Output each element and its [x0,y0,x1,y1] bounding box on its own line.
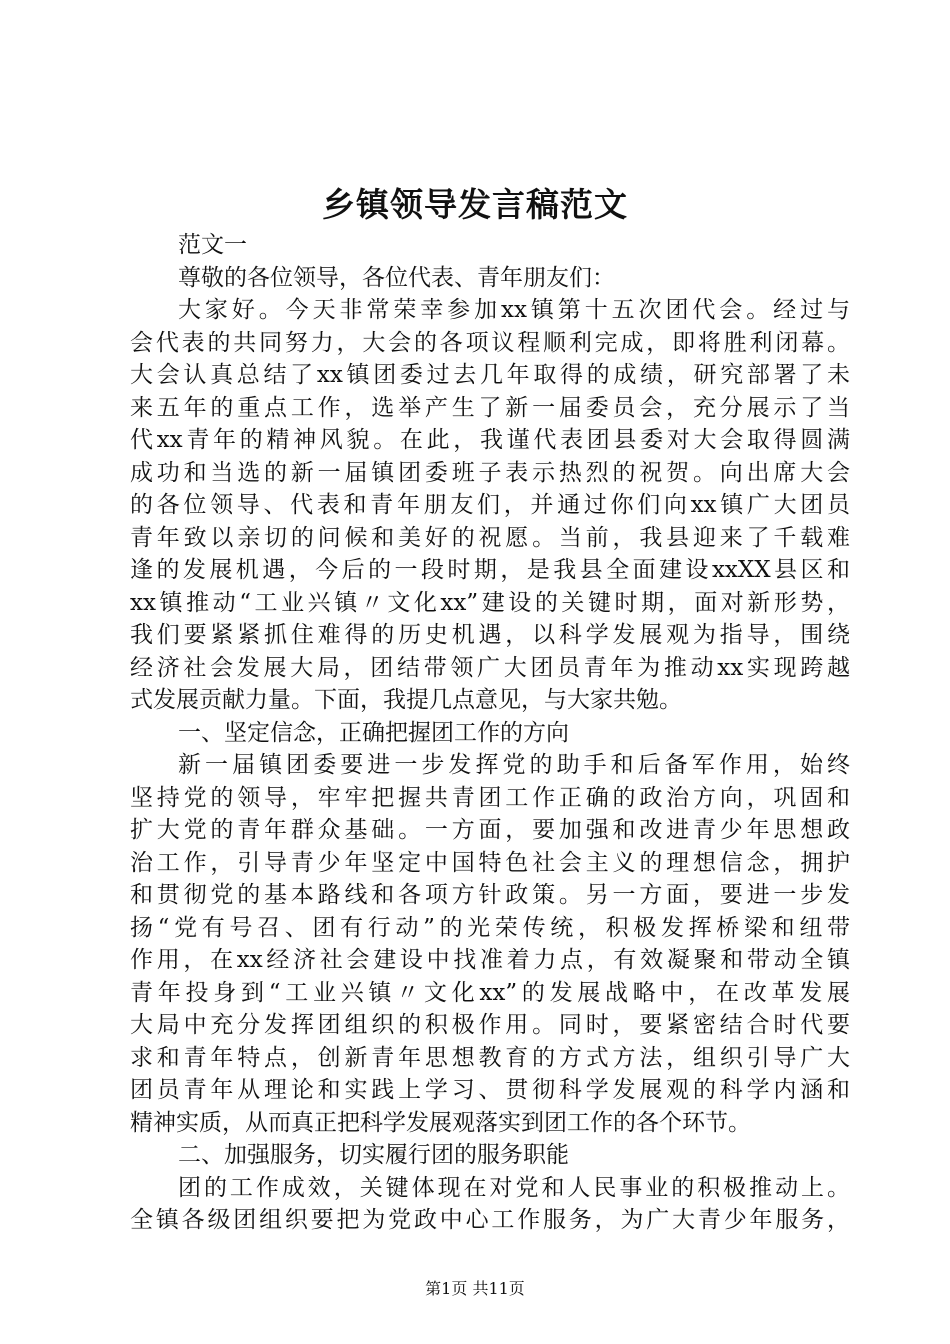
paragraph-line: 我们要紧紧抓住难得的历史机遇，以科学发展观为指导，围绕 [130,622,850,648]
section-heading: 一、坚定信念，正确把握团工作的方向 [178,719,569,746]
paragraph-line: 成功和当选的新一届镇团委班子表示热烈的祝贺。向出席大会 [130,459,850,486]
paragraph-line: 扩大党的青年群众基础。一方面，要加强和改进青少年思想政 [130,817,850,843]
paragraph-line: 团的工作成效，关键体现在对党和人民事业的积极推动上。 [178,1174,850,1201]
section-label: 范文一 [178,232,247,258]
paragraph-line: 精神实质，从而真正把科学发展观落实到团工作的各个环节。 [130,1109,751,1136]
document-title: 乡镇领导发言稿范文 [322,185,628,224]
paragraph-line: 大局中充分发挥团组织的积极作用。同时，要紧密结合时代要 [130,1012,850,1038]
document-body [130,229,850,1237]
paragraph-line: 来五年的重点工作，选举产生了新一届委员会，充分展示了当 [130,394,850,421]
paragraph-line: 和贯彻党的基本路线和各项方针政策。另一方面，要进一步发 [130,882,850,908]
paragraph-line: 大会认真总结了xx镇团委过去几年取得的成绩，研究部署了未 [130,362,850,388]
paragraph-line: 的各位领导、代表和青年朋友们，并通过你们向xx镇广大团员 [130,492,850,518]
paragraph-line: 作用，在xx经济社会建设中找准着力点，有效凝聚和带动全镇 [130,947,850,973]
page-number: 第1页 共11页 [425,1279,525,1298]
paragraph-line: 大家好。今天非常荣幸参加xx镇第十五次团代会。经过与 [178,297,850,323]
paragraph-line: 青年致以亲切的问候和美好的祝愿。当前，我县迎来了千载难 [130,524,850,551]
paragraph-line: 求和青年特点，创新青年思想教育的方式方法，组织引导广大 [130,1044,850,1071]
paragraph-line: xx镇推动“工业兴镇〃文化xx”建设的关键时期，面对新形势， [130,589,850,616]
paragraph-line: 青年投身到“工业兴镇〃文化xx”的发展战略中，在改革发展 [130,979,850,1006]
paragraph-line: 全镇各级团组织要把为党政中心工作服务，为广大青少年服务， [130,1207,850,1233]
paragraph-line: 新一届镇团委要进一步发挥党的助手和后备军作用，始终 [178,752,850,778]
salutation: 尊敬的各位领导，各位代表、青年朋友们： [178,264,615,291]
paragraph-line: 团员青年从理论和实践上学习、贯彻科学发展观的科学内涵和 [130,1077,850,1103]
paragraph-line: 经济社会发展大局，团结带领广大团员青年为推动xx实现跨越 [130,654,850,681]
paragraph-line: 逢的发展机遇，今后的一段时期，是我县全面建设xxXX县区和 [130,557,850,583]
paragraph-line: 扬“党有号召、团有行动”的光荣传统，积极发挥桥梁和纽带 [130,914,850,941]
section-heading: 二、加强服务，切实履行团的服务职能 [178,1142,569,1168]
paragraph-line: 代xx青年的精神风貌。在此，我谨代表团县委对大会取得圆满 [130,427,850,453]
paragraph-line: 式发展贡献力量。下面，我提几点意见，与大家共勉。 [130,687,682,713]
paragraph-line: 坚持党的领导，牢牢把握共青团工作正确的政治方向，巩固和 [130,784,850,811]
paragraph-line: 会代表的共同努力，大会的各项议程顺利完成，即将胜利闭幕。 [130,329,850,356]
paragraph-line: 治工作，引导青少年坚定中国特色社会主义的理想信念，拥护 [130,849,850,876]
